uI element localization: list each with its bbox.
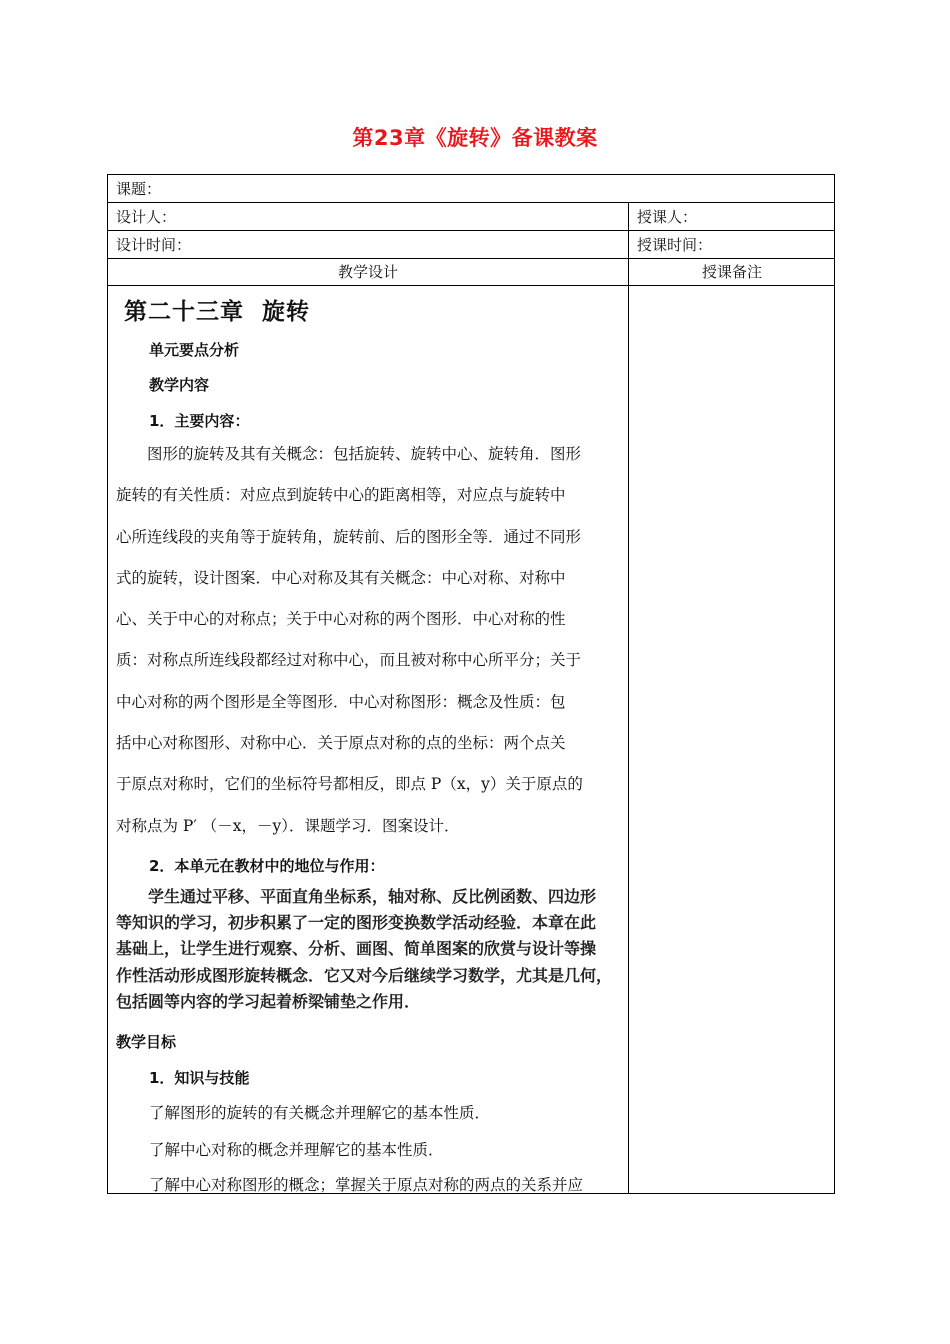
column-header-notes: 授课备注 (701, 263, 762, 281)
paragraph-line: 于原点对称时，它们的坐标符号都相反，即点 P（x，y）关于原点的 (116, 775, 583, 794)
goals-heading: 教学目标 (116, 1033, 177, 1051)
chapter-name: 旋转 (262, 299, 310, 325)
paragraph-line: 学生通过平移、平面直角坐标系，轴对称、反比例函数、四边形 (116, 887, 597, 906)
paragraph-line: 对称点为 P′ （－x，－y）．课题学习．图案设计． (116, 816, 460, 835)
role-heading: 2．本单元在教材中的地位与作用： (149, 857, 385, 875)
paragraph-line: 旋转的有关性质：对应点到旋转中心的距离相等，对应点与旋转中 (116, 486, 566, 505)
chapter-heading (124, 293, 310, 326)
paragraph-line: 基础上，让学生进行观察、分析、画图、简单图案的欣赏与设计等操 (116, 939, 597, 959)
unit-analysis-heading: 单元要点分析 (149, 341, 240, 359)
goal-line: 了解中心对称的概念并理解它的基本性质． (149, 1141, 444, 1159)
paragraph-line: 包括圆等内容的学习起着桥梁铺垫之作用． (116, 991, 421, 1011)
main-content-heading: 1．主要内容： (149, 412, 250, 430)
main-content-paragraph (116, 434, 622, 847)
row-divider (108, 285, 834, 286)
column-divider (628, 202, 629, 1193)
paragraph-line: 心所连线段的夹角等于旋转角，旋转前、后的图形全等．通过不同形 (116, 527, 582, 546)
document-title: 第23章《旋转》备课教案 (352, 126, 598, 150)
paragraph-line: 心、关于中心的对称点；关于中心对称的两个图形．中心对称的性 (116, 610, 566, 629)
row-divider (108, 230, 834, 231)
topic-label: 课题： (116, 180, 162, 198)
row-divider (108, 202, 834, 203)
designer-label: 设计人： (116, 208, 177, 226)
goal-line: 了解中心对称图形的概念；掌握关于原点对称的两点的关系并应 (149, 1176, 584, 1194)
lesson-plan-table (107, 174, 835, 1194)
paragraph-line: 质：对称点所连线段都经过对称中心，而且被对称中心所平分；关于 (116, 651, 582, 670)
paragraph-line: 作性活动形成图形旋转概念．它又对今后继续学习数学，尤其是几何， (116, 965, 613, 985)
skills-heading: 1．知识与技能 (149, 1069, 250, 1087)
paragraph-line: 中心对称的两个图形是全等图形．中心对称图形：概念及性质：包 (116, 692, 566, 711)
paragraph-line: 图形的旋转及其有关概念：包括旋转、旋转中心、旋转角．图形 (116, 445, 582, 463)
chapter-number: 第二十三章 (124, 299, 244, 325)
teaching-content-heading: 教学内容 (149, 376, 210, 394)
column-header-design: 教学设计 (337, 263, 398, 281)
design-time-label: 设计时间： (116, 236, 192, 254)
teach-time-label: 授课时间： (637, 236, 713, 254)
paragraph-line: 括中心对称图形、对称中心．关于原点对称的点的坐标：两个点关 (116, 734, 566, 753)
role-paragraph (116, 884, 622, 1015)
paragraph-line: 式的旋转，设计图案．中心对称及其有关概念：中心对称、对称中 (116, 568, 566, 587)
teacher-label: 授课人： (637, 208, 698, 226)
paragraph-line: 等知识的学习，初步积累了一定的图形变换数学活动经验．本章在此 (116, 913, 597, 933)
goal-line: 了解图形的旋转的有关概念并理解它的基本性质． (149, 1104, 491, 1122)
